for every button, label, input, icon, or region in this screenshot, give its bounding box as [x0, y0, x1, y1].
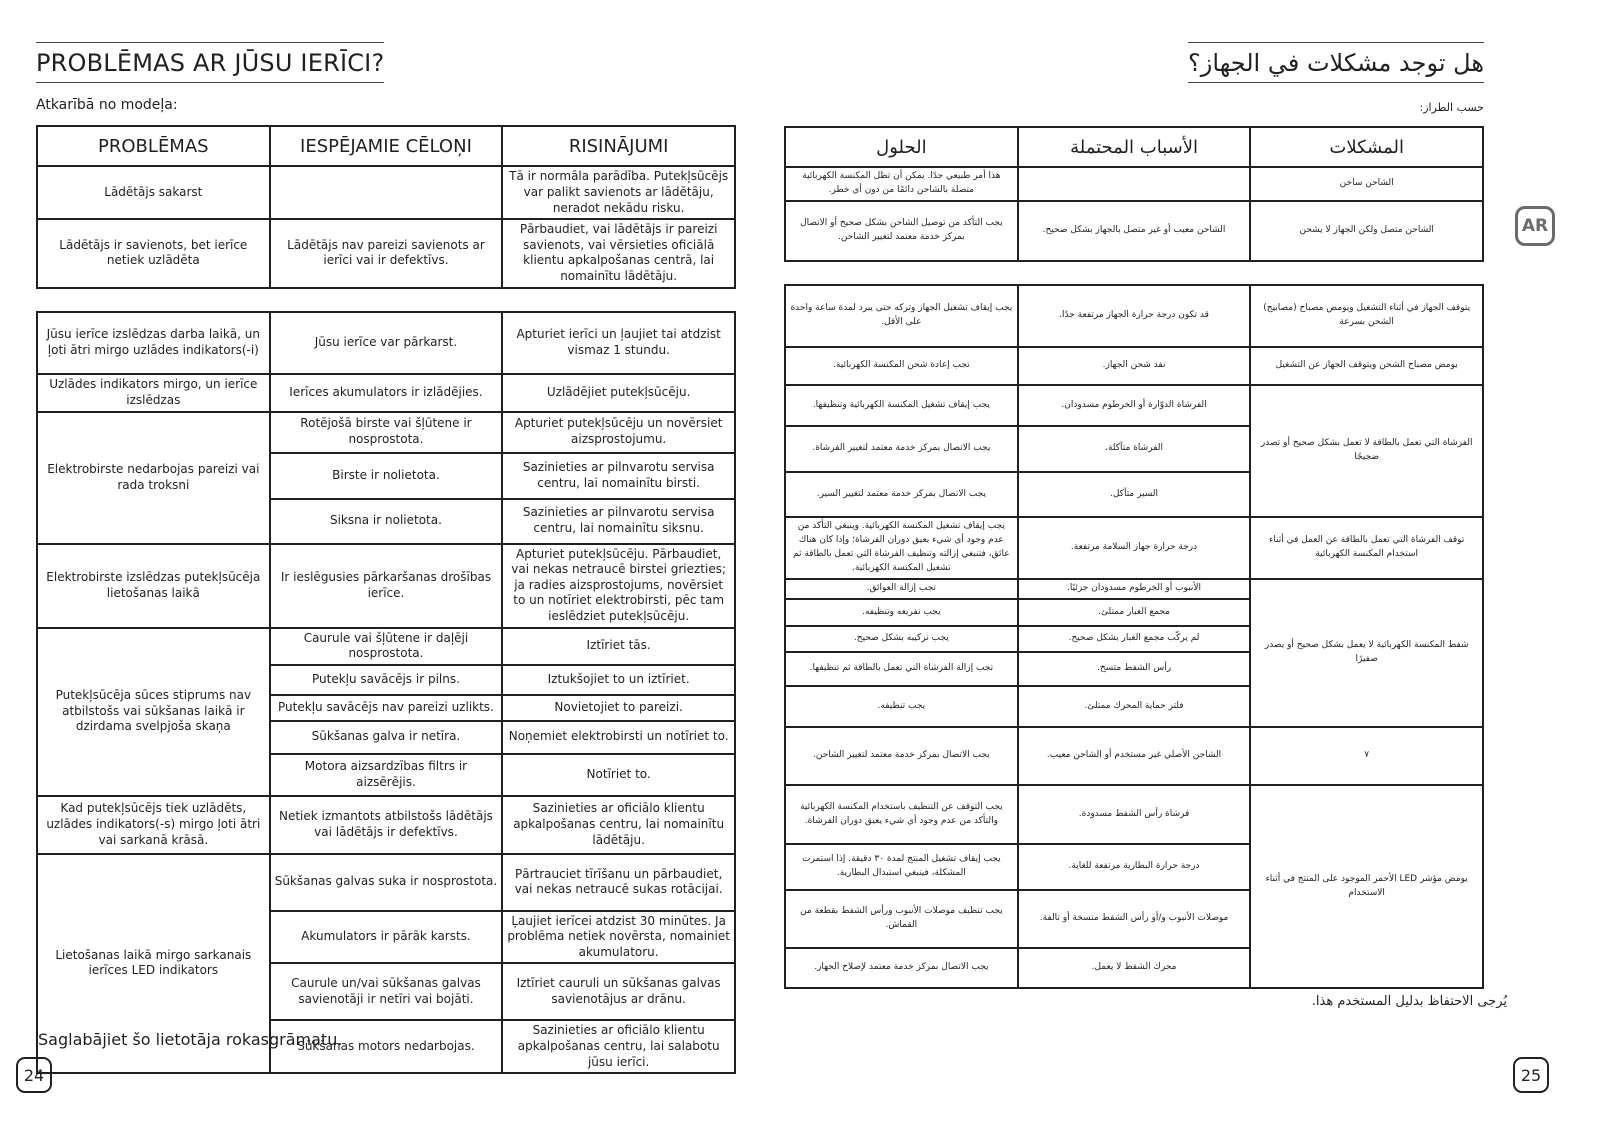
cause-cell: الفرشاة الدوّارة أو الخرطوم مسدودان.: [1018, 385, 1251, 426]
problem-cell: Uzlādes indikators mirgo, un ierīce izslēdzas: [37, 374, 270, 412]
problem-cell: يومض مؤشر LED الأحمر الموجود على المنتج في أثناء الاستخدام: [1250, 785, 1483, 988]
page-number-left: 24: [16, 1057, 52, 1093]
table-row: [37, 219, 735, 287]
cause-cell: Caurule vai šļūtene ir daļēji nosprostota.: [270, 628, 503, 665]
solution-cell: Tā ir normāla parādība. Putekļsūcējs var palikt savienots ar lādētāju, neradot nekādu risku.: [502, 166, 735, 219]
problem-cell: Putekļsūcēja sūces stiprums nav atbilstošs vai sūkšanas laikā ir dzirdama svelpjoša skaņa: [37, 628, 270, 796]
cause-cell: Ir ieslēgusies pārkaršanas drošības ierīce.: [270, 544, 503, 628]
header-causes-ar: الأسباب المحتملة: [1018, 127, 1251, 167]
cause-cell: [1018, 167, 1251, 201]
table-row: [37, 544, 735, 628]
solution-cell: Noņemiet elektrobirsti un notīriet to.: [502, 721, 735, 754]
solution-cell: Apturiet ierīci un ļaujiet tai atdzist vismaz 1 stundu.: [502, 312, 735, 374]
page-title: PROBLĒMAS AR JŪSU IERĪCI?: [36, 42, 384, 83]
solution-cell: يجب إيقاف تشغيل الجهاز وتركه حتى يبرد لمدة ساعة واحدة على الأقل.: [785, 285, 1018, 347]
cause-cell: درجة حرارة البطارية مرتفعة للغاية.: [1018, 844, 1251, 890]
page-title-ar: هل توجد مشكلات في الجهاز؟: [1188, 42, 1484, 83]
problem-cell: شفط المكنسة الكهربائية لا يعمل بشكل صحيح أو يصدر صفيرًا: [1250, 579, 1483, 727]
troubleshooting-table-1-ar: [784, 126, 1484, 262]
solution-cell: تجب إعادة شحن المكنسة الكهربائية.: [785, 347, 1018, 385]
cause-cell: Sūkšanas motors nedarbojas.: [270, 1020, 503, 1073]
problem-cell: ٧: [1250, 727, 1483, 785]
solution-cell: Sazinieties ar oficiālo klientu apkalpošanas centru, lai nomainītu lādētāju.: [502, 796, 735, 854]
header-solutions: RISINĀJUMI: [502, 126, 735, 166]
cause-cell: رأس الشفط متسخ.: [1018, 652, 1251, 686]
page-subtitle-ar: حسب الطراز:: [1419, 101, 1484, 115]
cause-cell: محرك الشفط لا يعمل.: [1018, 948, 1251, 988]
solution-cell: Iztīriet tās.: [502, 628, 735, 665]
solution-cell: Sazinieties ar pilnvarotu servisa centru, lai nomainītu siksnu.: [502, 499, 735, 544]
table-row: [37, 374, 735, 412]
solution-cell: يجب تركيبه بشكل صحيح.: [785, 626, 1018, 652]
troubleshooting-table-2-ar: [784, 284, 1484, 989]
problem-cell: يومض مصباح الشحن ويتوقف الجهاز عن التشغيل: [1250, 347, 1483, 385]
cause-cell: الشاحن الأصلي غير مستخدم أو الشاحن معيب.: [1018, 727, 1251, 785]
solution-cell: Sazinieties ar pilnvarotu servisa centru, lai nomainītu birsti.: [502, 453, 735, 499]
problem-cell: Elektrobirste nedarbojas pareizi vai rada troksni: [37, 412, 270, 544]
arabic-page: [784, 42, 1484, 1074]
solution-cell: يجب إيقاف تشغيل المنتج لمدة ٣٠ دقيقة. إذا استمرت المشكلة، فينبغي استبدال البطارية.: [785, 844, 1018, 890]
cause-cell: Caurule un/vai sūkšanas galvas savienotāji ir netīri vai bojāti.: [270, 963, 503, 1020]
table-row: [785, 579, 1483, 599]
cause-cell: فلتر حماية المحرك ممتلئ.: [1018, 686, 1251, 727]
table-row: [37, 854, 735, 911]
problem-cell: الشاحن ساخن: [1250, 167, 1483, 201]
troubleshooting-table-2: [36, 311, 736, 1075]
cause-cell: درجة حرارة جهاز السلامة مرتفعة.: [1018, 517, 1251, 579]
cause-cell: لم يركّب مجمع الغبار بشكل صحيح.: [1018, 626, 1251, 652]
solution-cell: يجب تنظيفه.: [785, 686, 1018, 727]
table-row: [785, 167, 1483, 201]
table-row: [37, 412, 735, 453]
solution-cell: Apturiet putekļsūcēju un novērsiet aizsprostojumu.: [502, 412, 735, 453]
solution-cell: يجب الاتصال بمركز خدمة معتمد لتغيير الفرشاة.: [785, 426, 1018, 472]
header-causes: IESPĒJAMIE CĒLOŅI: [270, 126, 503, 166]
solution-cell: Iztīriet cauruli un sūkšanas galvas savienotājus ar drānu.: [502, 963, 735, 1020]
cause-cell: الشاحن معيب أو غير متصل بالجهاز بشكل صحيح.: [1018, 201, 1251, 261]
solution-cell: يجب تنظيف موصلات الأنبوب ورأس الشفط بقطعة من القماش.: [785, 890, 1018, 948]
table-row: [37, 166, 735, 219]
problem-cell: Jūsu ierīce izslēdzas darba laikā, un ļoti ātri mirgo uzlādes indikators(-i): [37, 312, 270, 374]
problem-cell: Lietošanas laikā mirgo sarkanais ierīces LED indikators: [37, 854, 270, 1074]
cause-cell: Sūkšanas galvas suka ir nosprostota.: [270, 854, 503, 911]
solution-cell: Apturiet putekļsūcēju. Pārbaudiet, vai nekas netraucē birstei griezties; ja radies aizsprostojums, novērsiet to un notīriet elektrobirsti, pēc tam ieslēdziet putekļsūcēju.: [502, 544, 735, 628]
cause-cell: [270, 166, 503, 219]
problem-cell: Lādētājs sakarst: [37, 166, 270, 219]
solution-cell: Pārtrauciet tīrīšanu un pārbaudiet, vai nekas netraucē sukas rotācijai.: [502, 854, 735, 911]
table-row: [37, 796, 735, 854]
keep-manual-note-ar: يُرجى الاحتفاظ بدليل المستخدم هذا.: [1311, 994, 1507, 1009]
problem-cell: Kad putekļsūcējs tiek uzlādēts, uzlādes indikators(-s) mirgo ļoti ātri vai sarkanā krāsā.: [37, 796, 270, 854]
solution-cell: Iztukšojiet to un iztīriet.: [502, 665, 735, 695]
cause-cell: Ierīces akumulators ir izlādējies.: [270, 374, 503, 412]
solution-cell: Sazinieties ar oficiālo klientu apkalpošanas centru, lai salabotu jūsu ierīci.: [502, 1020, 735, 1073]
cause-cell: مجمع الغبار ممتلئ.: [1018, 599, 1251, 626]
solution-cell: يجب التوقف عن التنظيف باستخدام المكنسة الكهربائية والتأكد من عدم وجود أي شيء يعيق دوران الفرشاة.: [785, 785, 1018, 844]
cause-cell: الفرشاة متآكلة.: [1018, 426, 1251, 472]
cause-cell: الأنبوب أو الخرطوم مسدودان جزئيًا.: [1018, 579, 1251, 599]
solution-cell: يجب إيقاف تشغيل المكنسة الكهربائية وتنظيفها.: [785, 385, 1018, 426]
solution-cell: Pārbaudiet, vai lādētājs ir pareizi savienots, vai vērsieties oficiālā klientu apkalpošanas centrā, lai nomainītu lādētāju.: [502, 219, 735, 287]
troubleshooting-table-1: [36, 125, 736, 288]
problem-cell: الشاحن متصل ولكن الجهاز لا يشحن: [1250, 201, 1483, 261]
solution-cell: تجب إزالة الفرشاة التي تعمل بالطاقة ثم تنظيفها.: [785, 652, 1018, 686]
cause-cell: Jūsu ierīce var pārkarst.: [270, 312, 503, 374]
solution-cell: يجب التأكد من توصيل الشاحن بشكل صحيح أو الاتصال بمركز خدمة معتمد لتغيير الشاحن.: [785, 201, 1018, 261]
problem-cell: يتوقف الجهاز في أثناء التشغيل ويومض مصباح (مصابيح) الشحن بسرعة: [1250, 285, 1483, 347]
solution-cell: يجب الاتصال بمركز خدمة معتمد لتغيير الشاحن.: [785, 727, 1018, 785]
solution-cell: Uzlādējiet putekļsūcēju.: [502, 374, 735, 412]
table-row: [785, 517, 1483, 579]
cause-cell: فرشاة رأس الشفط مسدودة.: [1018, 785, 1251, 844]
latvian-page: [36, 42, 736, 1074]
solution-cell: يجب الاتصال بمركز خدمة معتمد لإصلاح الجهاز.: [785, 948, 1018, 988]
cause-cell: Siksna ir nolietota.: [270, 499, 503, 544]
solution-cell: يجب الاتصال بمركز خدمة معتمد لتغيير السير.: [785, 472, 1018, 517]
language-tab-ar: AR: [1515, 206, 1555, 246]
problem-cell: Elektrobirste izslēdzas putekļsūcēja lietošanas laikā: [37, 544, 270, 628]
solution-cell: تجب إزالة العوائق.: [785, 579, 1018, 599]
solution-cell: Notīriet to.: [502, 754, 735, 796]
header-problems: PROBLĒMAS: [37, 126, 270, 166]
page-number-right: 25: [1513, 1057, 1549, 1093]
header-solutions-ar: الحلول: [785, 127, 1018, 167]
problem-cell: الفرشاة التي تعمل بالطاقة لا تعمل بشكل صحيح أو تصدر ضجيجًا: [1250, 385, 1483, 517]
cause-cell: Birste ir nolietota.: [270, 453, 503, 499]
cause-cell: Putekļu savācējs ir pilns.: [270, 665, 503, 695]
cause-cell: قد تكون درجة حرارة الجهاز مرتفعة جدًا.: [1018, 285, 1251, 347]
cause-cell: Akumulators ir pārāk karsts.: [270, 911, 503, 964]
cause-cell: Netiek izmantots atbilstošs lādētājs vai lādētājs ir defektīvs.: [270, 796, 503, 854]
cause-cell: Rotējošā birste vai šļūtene ir nosprostota.: [270, 412, 503, 453]
table-row: [785, 785, 1483, 844]
cause-cell: Putekļu savācējs nav pareizi uzlikts.: [270, 695, 503, 721]
solution-cell: يجب تفريغه وتنظيفه.: [785, 599, 1018, 626]
cause-cell: السير متآكل.: [1018, 472, 1251, 517]
page-subtitle: Atkarībā no modeļa:: [36, 97, 178, 114]
cause-cell: Lādētājs nav pareizi savienots ar ierīci vai ir defektīvs.: [270, 219, 503, 287]
keep-manual-note: Saglabājiet šo lietotāja rokasgrāmatu.: [38, 1030, 343, 1049]
table-row: [37, 312, 735, 374]
table-row: [785, 385, 1483, 426]
table-row: [785, 201, 1483, 261]
problem-cell: Lādētājs ir savienots, bet ierīce netiek uzlādēta: [37, 219, 270, 287]
cause-cell: Sūkšanas galva ir netīra.: [270, 721, 503, 754]
solution-cell: Novietojiet to pareizi.: [502, 695, 735, 721]
table-row: [785, 727, 1483, 785]
table-row: [785, 347, 1483, 385]
table-row: [37, 628, 735, 665]
table-row: [785, 285, 1483, 347]
header-problems-ar: المشكلات: [1250, 127, 1483, 167]
cause-cell: نفد شحن الجهاز.: [1018, 347, 1251, 385]
solution-cell: يجب إيقاف تشغيل المكنسة الكهربائية. وينبغي التأكد من عدم وجود أي شيء يعيق دوران الفرشاة؛ وإذا كان هناك عائق، فتنبغي إزالته وتنظيف الفرشاة التي تعمل بالطاقة ثم تشغيل المكنسة الكهربائية.: [785, 517, 1018, 579]
solution-cell: Ļaujiet ierīcei atdzist 30 minūtes. Ja problēma netiek novērsta, nomainiet akumulatoru.: [502, 911, 735, 964]
cause-cell: موصلات الأنبوب و/أو رأس الشفط متسخة أو تالفة.: [1018, 890, 1251, 948]
cause-cell: Motora aizsardzības filtrs ir aizsērējis.: [270, 754, 503, 796]
solution-cell: هذا أمر طبيعي جدًا. يمكن أن تظل المكنسة الكهربائية متصلة بالشاحن دائمًا من دون أي خطر.: [785, 167, 1018, 201]
problem-cell: توقف الفرشاة التي تعمل بالطاقة عن العمل في أثناء استخدام المكنسة الكهربائية: [1250, 517, 1483, 579]
